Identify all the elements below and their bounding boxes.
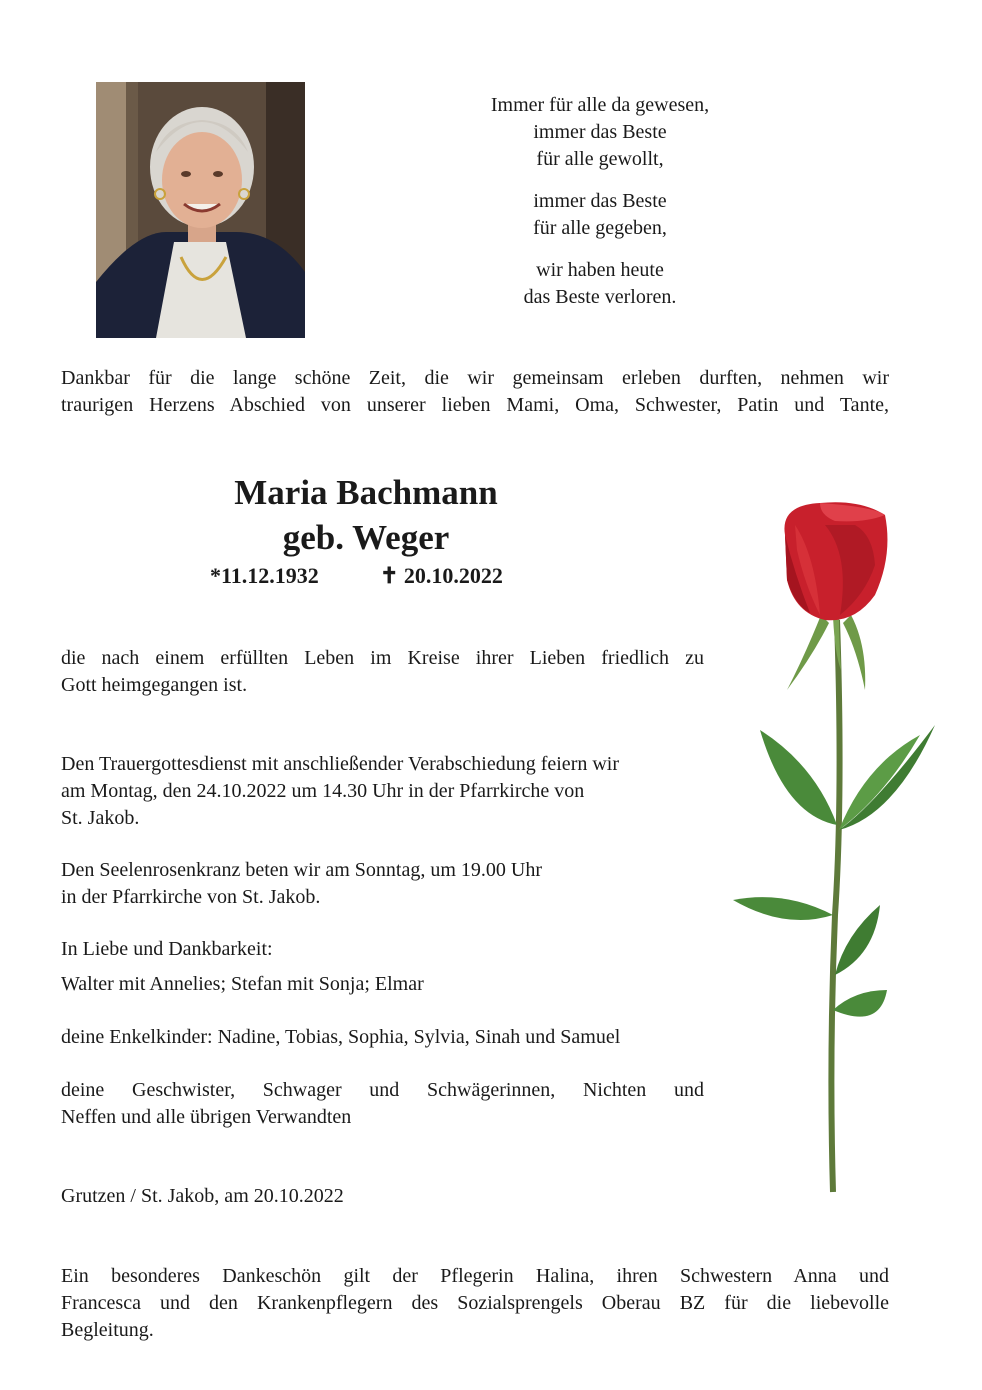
- text-line: Den Seelenrosenkranz beten wir am Sonntag, um 19.00 Uhr: [61, 859, 542, 881]
- poem-line: immer das Beste: [533, 121, 667, 143]
- place-date: Grutzen / St. Jakob, am 20.10.2022: [61, 1185, 344, 1207]
- poem-stanza-2: [450, 188, 750, 242]
- poem-line: das Beste verloren.: [523, 286, 677, 308]
- poem-line: für alle gewollt,: [536, 148, 664, 170]
- love-intro: In Liebe und Dankbarkeit:: [61, 938, 273, 960]
- poem-line: immer das Beste: [533, 190, 667, 212]
- service-paragraph: [61, 751, 704, 832]
- text-line: Ein besonderes Dankeschön gilt der Pflegerin Halina, ihren Schwestern Anna und: [61, 1265, 889, 1287]
- poem-stanza-1: [450, 92, 750, 173]
- text-line: in der Pfarrkirche von St. Jakob.: [61, 886, 321, 908]
- siblings-paragraph: [61, 1077, 704, 1131]
- deceased-name: Maria Bachmann: [234, 473, 498, 512]
- deceased-name-block: [166, 470, 566, 560]
- passing-paragraph: [61, 645, 704, 699]
- text-line: Den Trauergottesdienst mit anschließender Verabschiedung feiern wir: [61, 753, 620, 775]
- maiden-name: geb. Weger: [282, 518, 450, 557]
- death-date: ✝ 20.10.2022: [380, 563, 503, 588]
- text-line: Francesca und den Krankenpflegern des Sozialsprengels Oberau BZ für die liebevolle: [61, 1292, 889, 1314]
- rose-illustration: [725, 495, 945, 1195]
- text-line: am Montag, den 24.10.2022 um 14.30 Uhr in der Pfarrkirche von: [61, 780, 585, 802]
- poem: [450, 92, 750, 326]
- rosary-paragraph: [61, 857, 704, 911]
- text-line: Begleitung.: [61, 1319, 154, 1341]
- text-line: Neffen und alle übrigen Verwandten: [61, 1106, 352, 1128]
- birth-date: *11.12.1932: [210, 563, 319, 588]
- intro-paragraph: [61, 365, 889, 419]
- text-line: die nach einem erfüllten Leben im Kreise ihrer Lieben friedlich zu: [61, 647, 704, 669]
- text-line: deine Geschwister, Schwager und Schwägerinnen, Nichten und: [61, 1079, 704, 1101]
- text-line: St. Jakob.: [61, 807, 140, 829]
- poem-line: Immer für alle da gewesen,: [490, 94, 710, 116]
- poem-stanza-3: [450, 257, 750, 311]
- intro-line-1: Dankbar für die lange schöne Zeit, die wir gemeinsam erleben durften, nehmen wir: [61, 367, 889, 389]
- children-line: Walter mit Annelies; Stefan mit Sonja; Elmar: [61, 973, 424, 995]
- portrait-photo: [96, 82, 305, 338]
- grandchildren-line: deine Enkelkinder: Nadine, Tobias, Sophia, Sylvia, Sinah und Samuel: [61, 1026, 621, 1048]
- intro-line-2: traurigen Herzens Abschied von unserer lieben Mami, Oma, Schwester, Patin und Tante,: [61, 394, 889, 416]
- thanks-paragraph: [61, 1263, 889, 1344]
- text-line: Gott heimgegangen ist.: [61, 674, 248, 696]
- poem-line: für alle gegeben,: [533, 217, 667, 239]
- poem-line: wir haben heute: [536, 259, 664, 281]
